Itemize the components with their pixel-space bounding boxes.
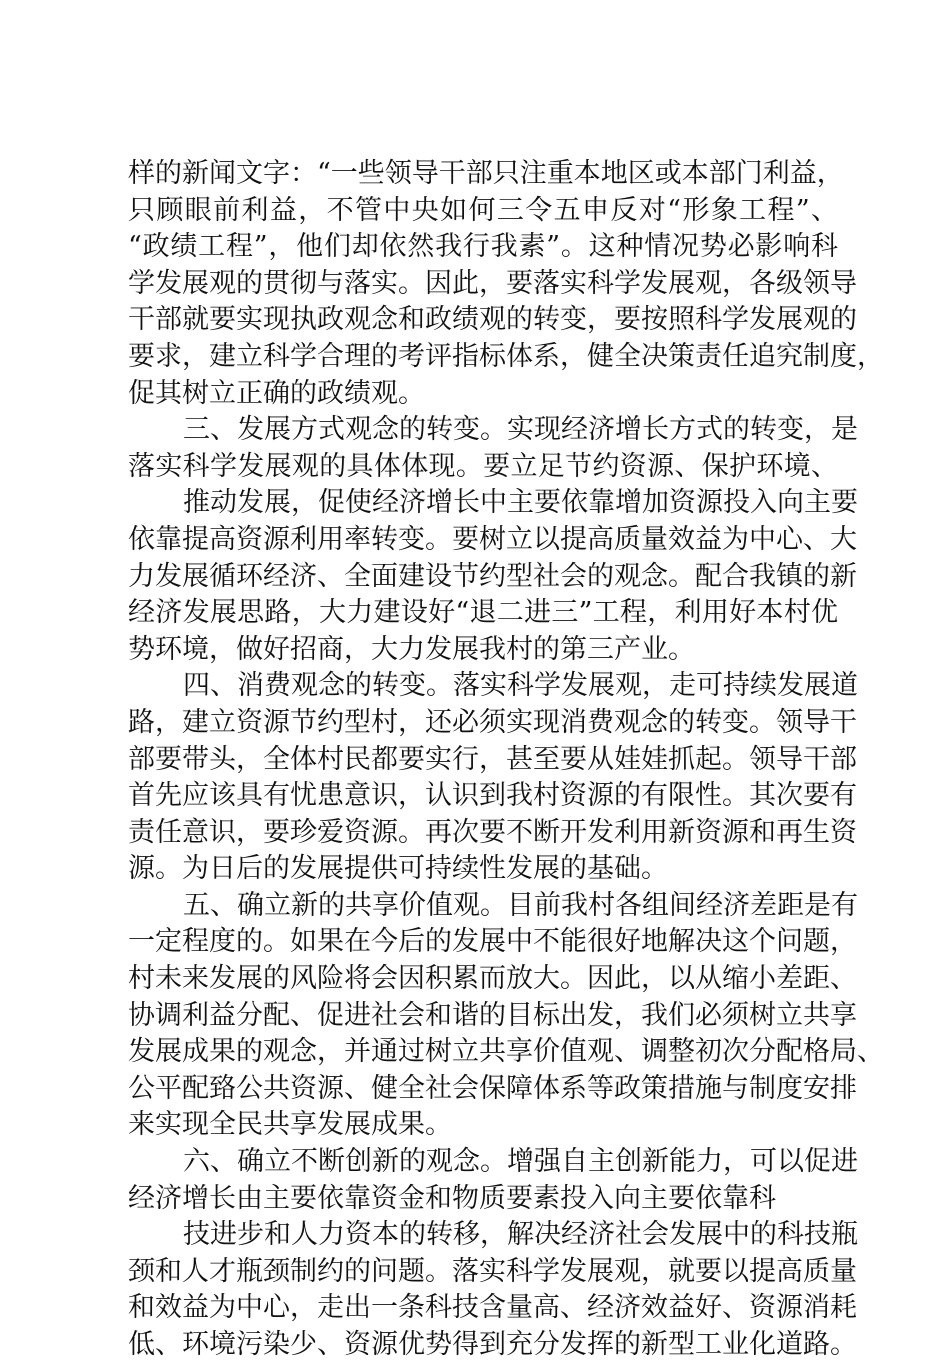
text-line: 只顾眼前利益，不管中央如何三令五申反对“形象工程”、: [128, 194, 838, 226]
text-line: 责任意识，要珍爱资源。再次要不断开发利用新资源和再生资: [128, 816, 857, 848]
text-line: 落实科学发展观的具体体现。要立足节约资源、保护环境、: [128, 450, 838, 482]
text-line: 颈和人才瓶颈制约的问题。落实科学发展观，就要以提高质量: [128, 1255, 857, 1287]
text-line: 促其树立正确的政绩观。: [128, 377, 425, 409]
text-line: “政绩工程”，他们却依然我行我素”。这种情况势必影响科: [128, 231, 838, 263]
text-line: 一定程度的。如果在今后的发展中不能很好地解决这个问题，: [128, 926, 857, 958]
text-line: 村未来发展的风险将会因积累而放大。因此，以从缩小差距、: [128, 963, 857, 995]
section-heading-line: 五、确立新的共享价值观。目前我村各组间经济差距是有: [183, 889, 858, 921]
text-line: 样的新闻文字：“一些领导干部只注重本地区或本部门利益，: [128, 158, 844, 189]
text-line: 技进步和人力资本的转移，解决经济社会发展中的科技瓶: [183, 1219, 858, 1251]
text-line: 势环境，做好招商，大力发展我村的第三产业。: [128, 633, 695, 665]
text-line: 发展成果的观念，并通过树立共享价值观、调整初次分配格局、: [128, 1036, 884, 1068]
text-line: 经济增长由主要依靠资金和物质要素投入向主要依靠科: [128, 1182, 776, 1214]
text-line: 和效益为中心，走出一条科技含量高、经济效益好、资源消耗: [128, 1292, 857, 1324]
text-line: 学发展观的贯彻与落实。因此，要落实科学发展观，各级领导: [128, 267, 857, 299]
section-heading-line: 三、发展方式观念的转变。实现经济增长方式的转变，是: [183, 414, 858, 446]
text-line: 干部就要实现执政观念和政绩观的转变，要按照科学发展观的: [128, 304, 857, 336]
text-line: 力发展循环经济、全面建设节约型社会的观念。配合我镇的新: [128, 560, 857, 592]
text-line: 推动发展，促使经济增长中主要依靠增加资源投入向主要: [183, 487, 858, 519]
text-line: 协调利益分配、促进社会和谐的目标出发，我们必须树立共享: [128, 999, 857, 1031]
section-heading-line: 四、消费观念的转变。落实科学发展观，走可持续发展道: [183, 670, 858, 702]
text-line: 公平配臵公共资源、健全社会保障体系等政策措施与制度安排: [128, 1072, 857, 1104]
text-line: 源。为日后的发展提供可持续性发展的基础。: [128, 853, 668, 885]
text-line: 首先应该具有忧患意识，认识到我村资源的有限性。其次要有: [128, 780, 857, 812]
text-line: 部要带头，全体村民都要实行，甚至要从娃娃抓起。领导干部: [128, 743, 857, 775]
text-line: 要求，建立科学合理的考评指标体系，健全决策责任追究制度，: [128, 340, 884, 372]
text-line: 路，建立资源节约型村，还必须实现消费观念的转变。领导干: [128, 706, 857, 738]
text-line: 依靠提高资源利用率转变。要树立以提高质量效益为中心、大: [128, 523, 857, 555]
text-line: 经济发展思路，大力建设好“退二进三”工程，利用好本村优: [128, 597, 838, 629]
text-line: 低、环境污染少、资源优势得到充分发挥的新型工业化道路。: [128, 1329, 857, 1360]
text-line: 来实现全民共享发展成果。: [128, 1109, 452, 1141]
body-text: [128, 156, 884, 1364]
section-heading-line: 六、确立不断创新的观念。增强自主创新能力，可以促进: [183, 1146, 858, 1178]
